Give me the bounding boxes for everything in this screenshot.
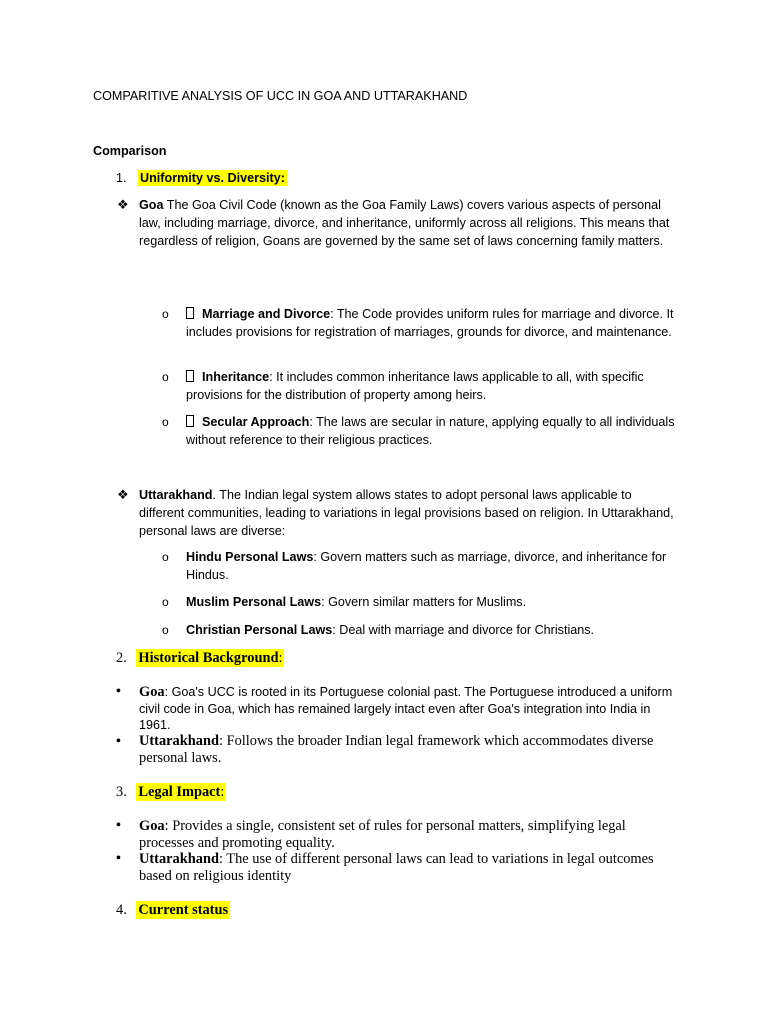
hollow-circle-bullet-icon: o: [162, 370, 169, 384]
s1-goa-paragraph: [139, 196, 679, 250]
diamond-bullet-icon: ❖: [117, 197, 129, 212]
s2-uttarakhand-paragraph: [139, 733, 684, 767]
diamond-bullet-icon: ❖: [117, 487, 129, 502]
s3-uttarakhand-text: : The use of different personal laws can lead to variations in legal outcomes based on religious identity: [139, 851, 654, 884]
section-3-number: 3.: [116, 784, 127, 800]
filled-round-bullet-icon: •: [116, 851, 121, 866]
s1-uttarakhand-item-1: [186, 548, 681, 584]
section-3-title: Legal Impact: [138, 784, 221, 800]
filled-round-bullet-icon: •: [116, 734, 121, 749]
s1-uttarakhand-item-2-text: : Govern similar matters for Muslims.: [321, 595, 527, 609]
s2-goa-text: : Goa's UCC is rooted in its Portuguese colonial past. The Portuguese introduced a uniform civil code in Goa, which has remained largely intact even after Goa's integration into India in 1961.: [139, 685, 673, 732]
section-4-number: 4.: [116, 902, 127, 918]
section-2-title: Historical Background: [138, 650, 279, 666]
filled-round-bullet-icon: •: [116, 818, 121, 833]
section-4-heading: [116, 900, 230, 920]
s3-uttarakhand-label: Uttarakhand: [139, 851, 219, 867]
s1-uttarakhand-item-2: [186, 593, 681, 611]
s3-goa-paragraph: [139, 818, 684, 852]
s1-uttarakhand-item-1-label: Hindu Personal Laws: [186, 550, 314, 564]
section-3-suffix: :: [220, 784, 225, 800]
s1-uttarakhand-label: Uttarakhand: [139, 488, 213, 502]
section-3-heading: [116, 782, 226, 802]
comparison-label: Comparison: [93, 144, 167, 158]
section-2-number: 2.: [116, 650, 127, 666]
hollow-circle-bullet-icon: o: [162, 415, 169, 429]
s3-uttarakhand-paragraph: [139, 851, 684, 885]
section-4-title: Current status: [138, 902, 229, 918]
section-2-heading: [116, 648, 284, 668]
section-1-title: Uniformity vs. Diversity:: [140, 171, 285, 185]
filled-round-bullet-icon: •: [116, 684, 121, 699]
s1-uttarakhand-paragraph: [139, 486, 679, 540]
missing-glyph-box-icon: [186, 307, 194, 319]
s1-goa-item-2: [186, 368, 681, 404]
hollow-circle-bullet-icon: o: [162, 623, 169, 637]
s1-uttarakhand-text: . The Indian legal system allows states to adopt personal laws applicable to different communities, leading to variations in legal provisions based on religion. In Uttarakhand, personal laws are diverse:: [139, 488, 674, 538]
section-1-number: 1.: [116, 171, 127, 185]
s1-goa-item-1: [186, 305, 681, 341]
s1-goa-item-2-label: Inheritance: [202, 370, 270, 384]
s3-goa-label: Goa: [139, 818, 165, 834]
missing-glyph-box-icon: [186, 415, 194, 427]
missing-glyph-box-icon: [186, 370, 194, 382]
s1-goa-item-1-label: Marriage and Divorce: [202, 307, 331, 321]
s2-uttarakhand-text: : Follows the broader Indian legal framework which accommodates diverse personal laws.: [139, 733, 654, 766]
s1-goa-text: The Goa Civil Code (known as the Goa Family Laws) covers various aspects of personal law, including marriage, divorce, and inheritance, uniformly across all religions. This means that regardless of religion, Goans are governed by the same set of laws concerning family matters.: [139, 198, 670, 248]
hollow-circle-bullet-icon: o: [162, 550, 169, 564]
hollow-circle-bullet-icon: o: [162, 307, 169, 321]
s3-goa-text: : Provides a single, consistent set of rules for personal matters, simplifying legal processes and promoting equality.: [139, 818, 626, 851]
s1-uttarakhand-item-3: [186, 621, 681, 639]
hollow-circle-bullet-icon: o: [162, 595, 169, 609]
s2-goa-paragraph: [139, 684, 684, 734]
s2-goa-label: Goa: [139, 684, 165, 700]
s1-uttarakhand-item-3-text: : Deal with marriage and divorce for Christians.: [332, 623, 595, 637]
section-2-suffix: :: [278, 650, 283, 666]
s1-uttarakhand-item-2-label: Muslim Personal Laws: [186, 595, 322, 609]
s1-goa-label: Goa: [139, 198, 164, 212]
s1-goa-item-3-label: Secular Approach: [202, 415, 310, 429]
s1-goa-item-3: [186, 413, 681, 449]
document-title: COMPARITIVE ANALYSIS OF UCC IN GOA AND UTTARAKHAND: [93, 89, 468, 103]
s1-goa-item-3-text: : The laws are secular in nature, applying equally to all individuals without reference to their religious practices.: [186, 415, 675, 447]
comparison-heading: [93, 142, 166, 160]
s1-uttarakhand-item-1-text: : Govern matters such as marriage, divorce, and inheritance for Hindus.: [186, 550, 667, 582]
s1-goa-item-1-text: : The Code provides uniform rules for marriage and divorce. It includes provisions for registration of marriages, grounds for divorce, and maintenance.: [186, 307, 674, 339]
s1-goa-item-2-text: : It includes common inheritance laws applicable to all, with specific provisions for the distribution of property among heirs.: [186, 370, 644, 402]
s1-uttarakhand-item-3-label: Christian Personal Laws: [186, 623, 333, 637]
s2-uttarakhand-label: Uttarakhand: [139, 733, 219, 749]
section-1-heading: [116, 169, 287, 187]
